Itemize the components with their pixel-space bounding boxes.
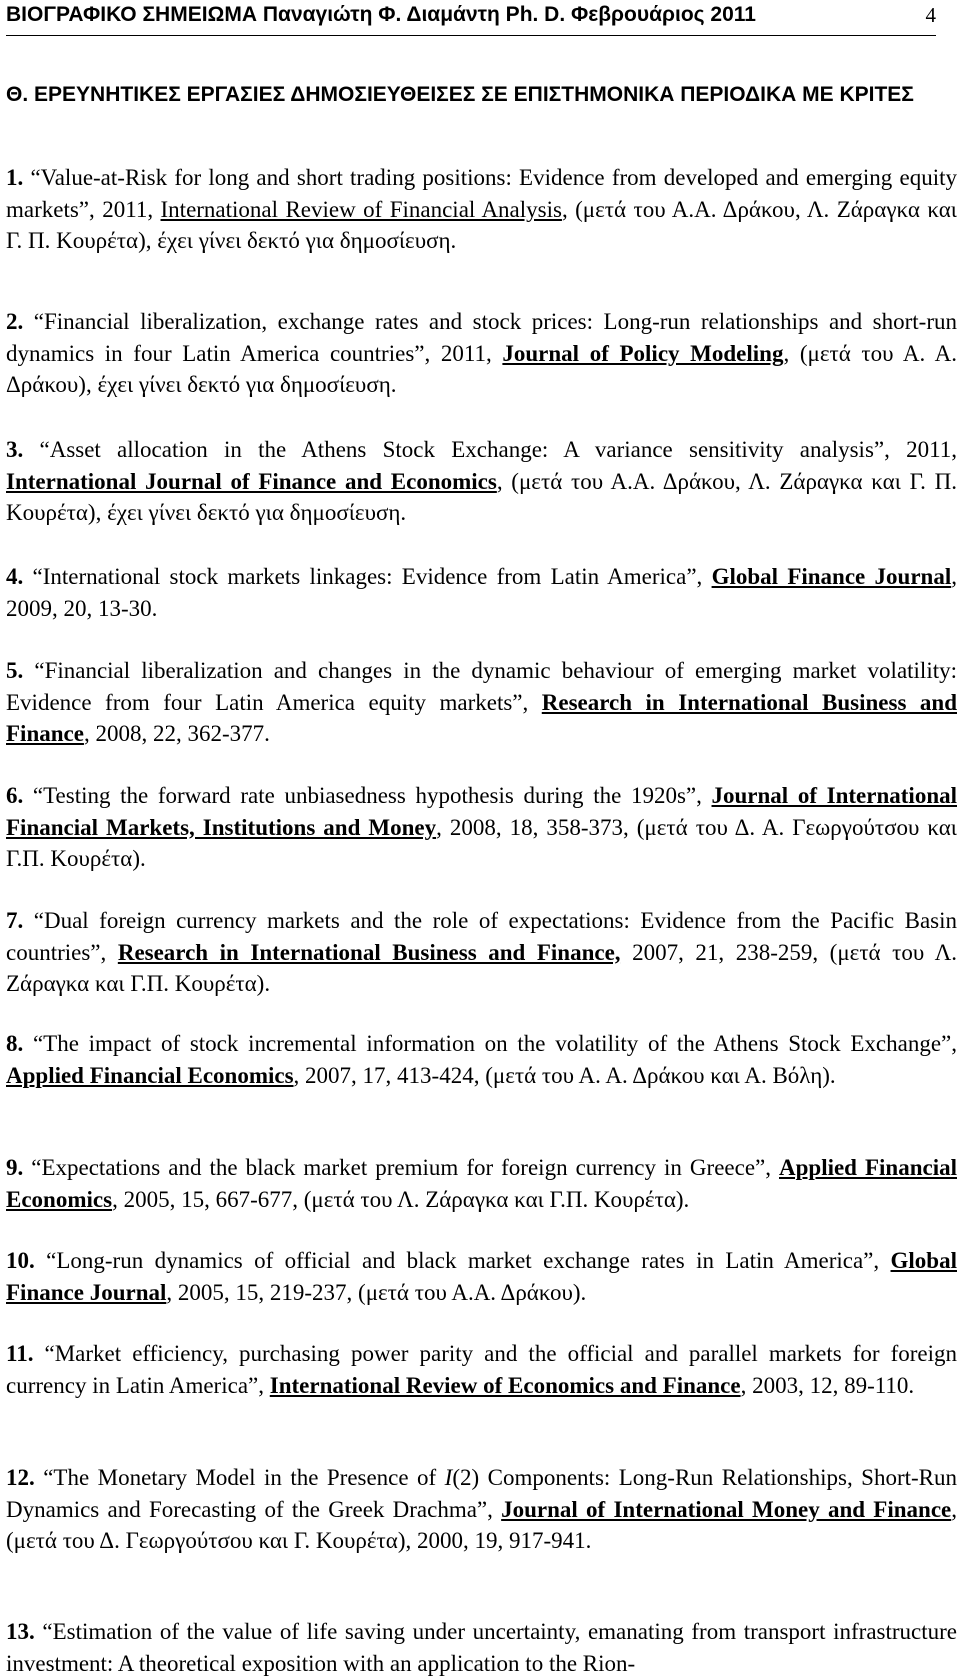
publication-item [6,905,957,1000]
page-header [6,1,936,36]
publication-title: “Financial liberalization, exchange rates and stock prices: Long-run relationships and short-run dynamics in four Latin America countries”, 2011, [6,309,957,366]
publication-item [6,162,957,257]
section-heading: Θ. ΕΡΕΥΝΗΤΙΚΕΣ ΕΡΓΑΣΙΕΣ ΔΗΜΟΣΙΕΥΘΕΙΣΕΣ ΣΕ ΕΠΙΣΤΗΜΟΝΙΚΑ ΠΕΡΙΟΔΙΚΑ ΜΕ ΚΡΙΤΕΣ [6,83,914,106]
publication-title: “The Monetary Model in the Presence of [34,1465,445,1490]
publication-item [6,1028,957,1091]
journal-name: Research in International Business and Finance [6,689,957,746]
publication-item [6,1462,957,1557]
publication-item [6,434,957,529]
journal-name: International Journal of Finance and Economics [6,468,497,494]
publication-title: “Value-at-Risk for long and short trading positions: Evidence from developed and emerging equity markets”, 2011, [6,165,957,222]
publication-item [6,561,957,624]
publication-title: “Testing the forward rate unbiasedness hypothesis during the 1920s”, [23,783,712,808]
publication-details: , 2008, 22, 362-377. [83,721,270,746]
publication-number: 8. [6,1031,24,1056]
publication-details: , (μετά του Α. Α. Δράκου), έχει γίνει δεκτό για δημοσίευση. [6,340,957,397]
journal-name: International Review of Economics and Finance [269,1372,741,1398]
publication-number: 4. [6,564,24,589]
publication-title: “Expectations and the black market premium for foreign currency in Greece”, [23,1155,779,1180]
journal-name: Research in International Business and Finance, [117,939,621,965]
journal-name: International Review of Financial Analysis [160,196,562,222]
publication-number: 6. [6,783,24,808]
journal-name: Applied Financial Economics [6,1155,957,1212]
journal-name: Global Finance Journal [711,564,952,589]
publication-title: “Financial liberalization and changes in the dynamic behaviour of emerging market volatility: Evidence from four Latin America equity markets”, [6,658,957,715]
publication-details: , 2005, 15, 667-677, (μετά του Λ. Ζάραγκα και Γ.Π. Κουρέτα). [112,1186,690,1212]
publication-title: “Asset allocation in the Athens Stock Exchange: A variance sensitivity analysis”, 2011, [23,437,957,462]
publication-item [6,1616,957,1678]
publication-number: 2. [6,309,24,334]
publication-title: “Dual foreign currency markets and the role of expectations: Evidence from the Pacific Basin countries”, [6,908,957,965]
journal-name: Journal of International Financial Markets, Institutions and Money [6,783,957,840]
publication-item [6,1152,957,1215]
publication-title-italic: I [444,1465,453,1490]
publication-details: , 2009, 20, 13-30. [6,564,957,621]
publication-title: “The impact of stock incremental information on the volatility of the Athens Stock Exchange”, [23,1031,957,1056]
publication-item [6,306,957,401]
publication-title: (2) Components: Long-Run Relationships, Short-Run Dynamics and Forecasting of the Greek Drachma”, [6,1465,957,1522]
publication-number: 10. [6,1248,35,1273]
publication-title: “Market efficiency, purchasing power parity and the official and parallel markets for foreign currency in Latin America”, [6,1341,957,1398]
publication-details: , 2008, 18, 358-373, (μετά του Δ. Α. Γεωργούτσου και Γ.Π. Κουρέτα). [6,814,957,871]
publication-number: 12. [6,1465,35,1490]
publication-details: , 2005, 15, 219-237, (μετά του Α.Α. Δράκου). [166,1279,587,1305]
journal-name: Journal of International Money and Finance [501,1496,952,1522]
journal-name: Applied Financial Economics [6,1062,294,1088]
publication-number: 7. [6,908,24,933]
publication-item [6,1245,957,1308]
publication-item [6,780,957,875]
publication-number: 11. [6,1341,34,1366]
publication-details: , 2003, 12, 89-110. [740,1372,915,1398]
publication-title: “Long-run dynamics of official and black market exchange rates in Latin America”, [34,1248,891,1273]
publication-number: 3. [6,437,24,462]
publication-title: “Estimation of the value of life saving under uncertainty, emanating from transport infrastructure investment: A theoretical exposition with an application to the Rion- [6,1619,957,1676]
publication-item [6,655,957,750]
publication-number: 5. [6,658,24,683]
publication-details: , (μετά του Α.Α. Δράκου, Λ. Ζάραγκα και Γ. Π. Κουρέτα), έχει γίνει δεκτό για δημοσίευση. [6,468,957,525]
publication-details: 2007, 21, 238-259, (μετά του Λ. Ζάραγκα και Γ.Π. Κουρέτα). [6,939,958,996]
publication-number: 1. [6,165,24,190]
publication-item [6,1338,957,1401]
page-number: 4 [925,3,936,27]
header-title: ΒΙΟΓΡΑΦΙΚΟ ΣΗΜΕΙΩΜΑ Παναγιώτη Φ. Διαμάντη Ph. D. Φεβρουάριος 2011 [6,3,756,26]
publication-title: “International stock markets linkages: Evidence from Latin America”, [23,564,712,589]
publication-details: , 2007, 17, 413-424, (μετά του Α. Α. Δράκου και Α. Βόλη). [293,1062,836,1088]
publication-number: 13. [6,1619,35,1644]
publication-details: , (μετά του Δ. Γεωργούτσου και Γ. Κουρέτα), 2000, 19, 917-941. [6,1496,957,1553]
publication-details: , (μετά του Α.Α. Δράκου, Λ. Ζάραγκα και Γ. Π. Κουρέτα), έχει γίνει δεκτό για δημοσίευση. [6,196,957,253]
publication-number: 9. [6,1155,24,1180]
journal-name: Global Finance Journal [6,1248,957,1305]
journal-name: Journal of Policy Modeling [502,340,784,366]
